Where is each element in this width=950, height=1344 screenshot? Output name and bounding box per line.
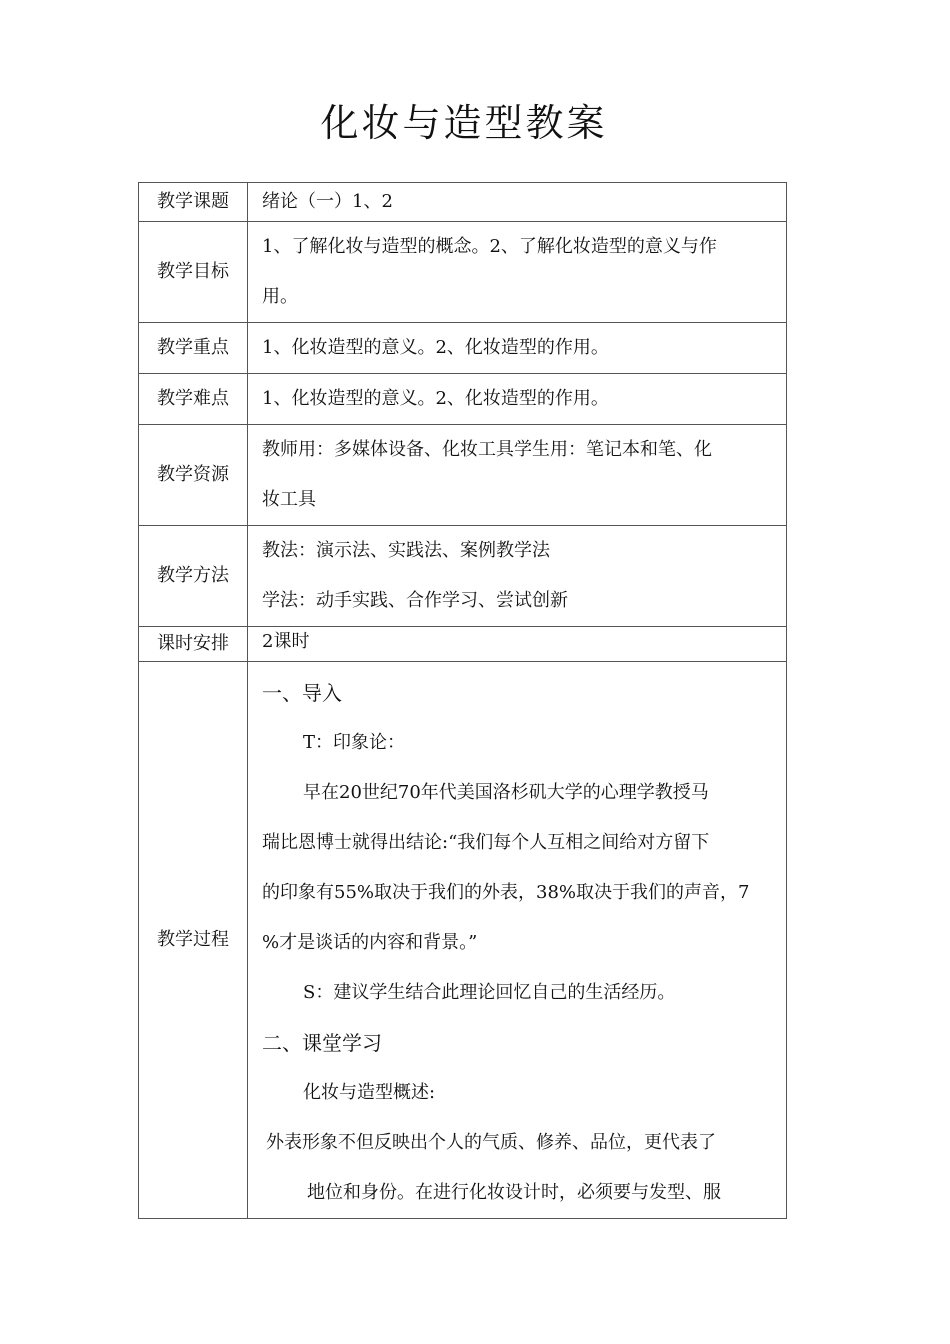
row-label-goals: 教学目标 (139, 222, 248, 323)
table-row-process (139, 662, 787, 1219)
methods-line-2: 学法：动手实践、合作学习、尝试创新 (262, 590, 568, 611)
process-overview-line-2: 地位和身份。在进行化妆设计时，必须要与发型、服 (307, 1182, 721, 1203)
methods-line-1: 教法：演示法、实践法、案例教学法 (262, 540, 550, 561)
process-section2-heading: 二、课堂学习 (262, 1031, 382, 1055)
table-row-difficulties (139, 374, 787, 425)
process-overview-title: 化妆与造型概述: (303, 1082, 436, 1103)
table-row-key-points (139, 323, 787, 374)
resources-line-1: 教师用：多媒体设备、化妆工具学生用：笔记本和笔、化 (262, 439, 712, 460)
resources-line-2: 妆工具 (262, 489, 316, 510)
process-section1-heading: 一、导入 (262, 681, 342, 705)
process-s-line: S：建议学生结合此理论回忆自己的生活经历。 (303, 982, 676, 1003)
row-label-topic: 教学课题 (139, 183, 248, 222)
table-row-topic (139, 183, 787, 222)
goals-line-1: 1、了解化妆与造型的概念。2、了解化妆造型的意义与作 (262, 236, 717, 257)
process-t-line: T：印象论： (303, 732, 406, 753)
page-title: 化妆与造型教案 (320, 101, 608, 145)
row-label-methods: 教学方法 (139, 526, 248, 627)
table-row-methods (139, 526, 787, 627)
row-value-schedule: 2课时 (248, 627, 787, 662)
process-quote-line-1: 早在20世纪70年代美国洛杉矶大学的心理学教授马 (303, 782, 709, 803)
row-value-difficulties: 1、化妆造型的意义。2、化妆造型的作用。 (248, 374, 787, 425)
table-row-resources (139, 425, 787, 526)
process-overview-line-1: 外表形象不但反映出个人的气质、修养、品位，更代表了 (266, 1132, 716, 1153)
row-label-difficulties: 教学难点 (139, 374, 248, 425)
table-row-goals (139, 222, 787, 323)
row-label-key-points: 教学重点 (139, 323, 248, 374)
row-label-schedule: 课时安排 (139, 627, 248, 662)
process-quote-line-3: 的印象有55%取决于我们的外表，38%取决于我们的声音，7 (262, 882, 750, 903)
row-value-key-points: 1、化妆造型的意义。2、化妆造型的作用。 (248, 323, 787, 374)
lesson-plan-table (138, 182, 787, 1219)
row-value-goals (248, 222, 787, 323)
row-value-methods (248, 526, 787, 627)
table-row-schedule (139, 627, 787, 662)
row-label-resources: 教学资源 (139, 425, 248, 526)
row-value-resources (248, 425, 787, 526)
row-label-process: 教学过程 (139, 662, 248, 1219)
process-quote-line-2: 瑞比恩博士就得出结论:“我们每个人互相之间给对方留下 (262, 832, 710, 853)
row-value-process (248, 662, 787, 1219)
goals-line-2: 用。 (262, 286, 298, 307)
row-value-topic: 绪论（一）1、2 (248, 183, 787, 222)
process-quote-line-4: %才是谈话的内容和背景。” (262, 932, 478, 953)
